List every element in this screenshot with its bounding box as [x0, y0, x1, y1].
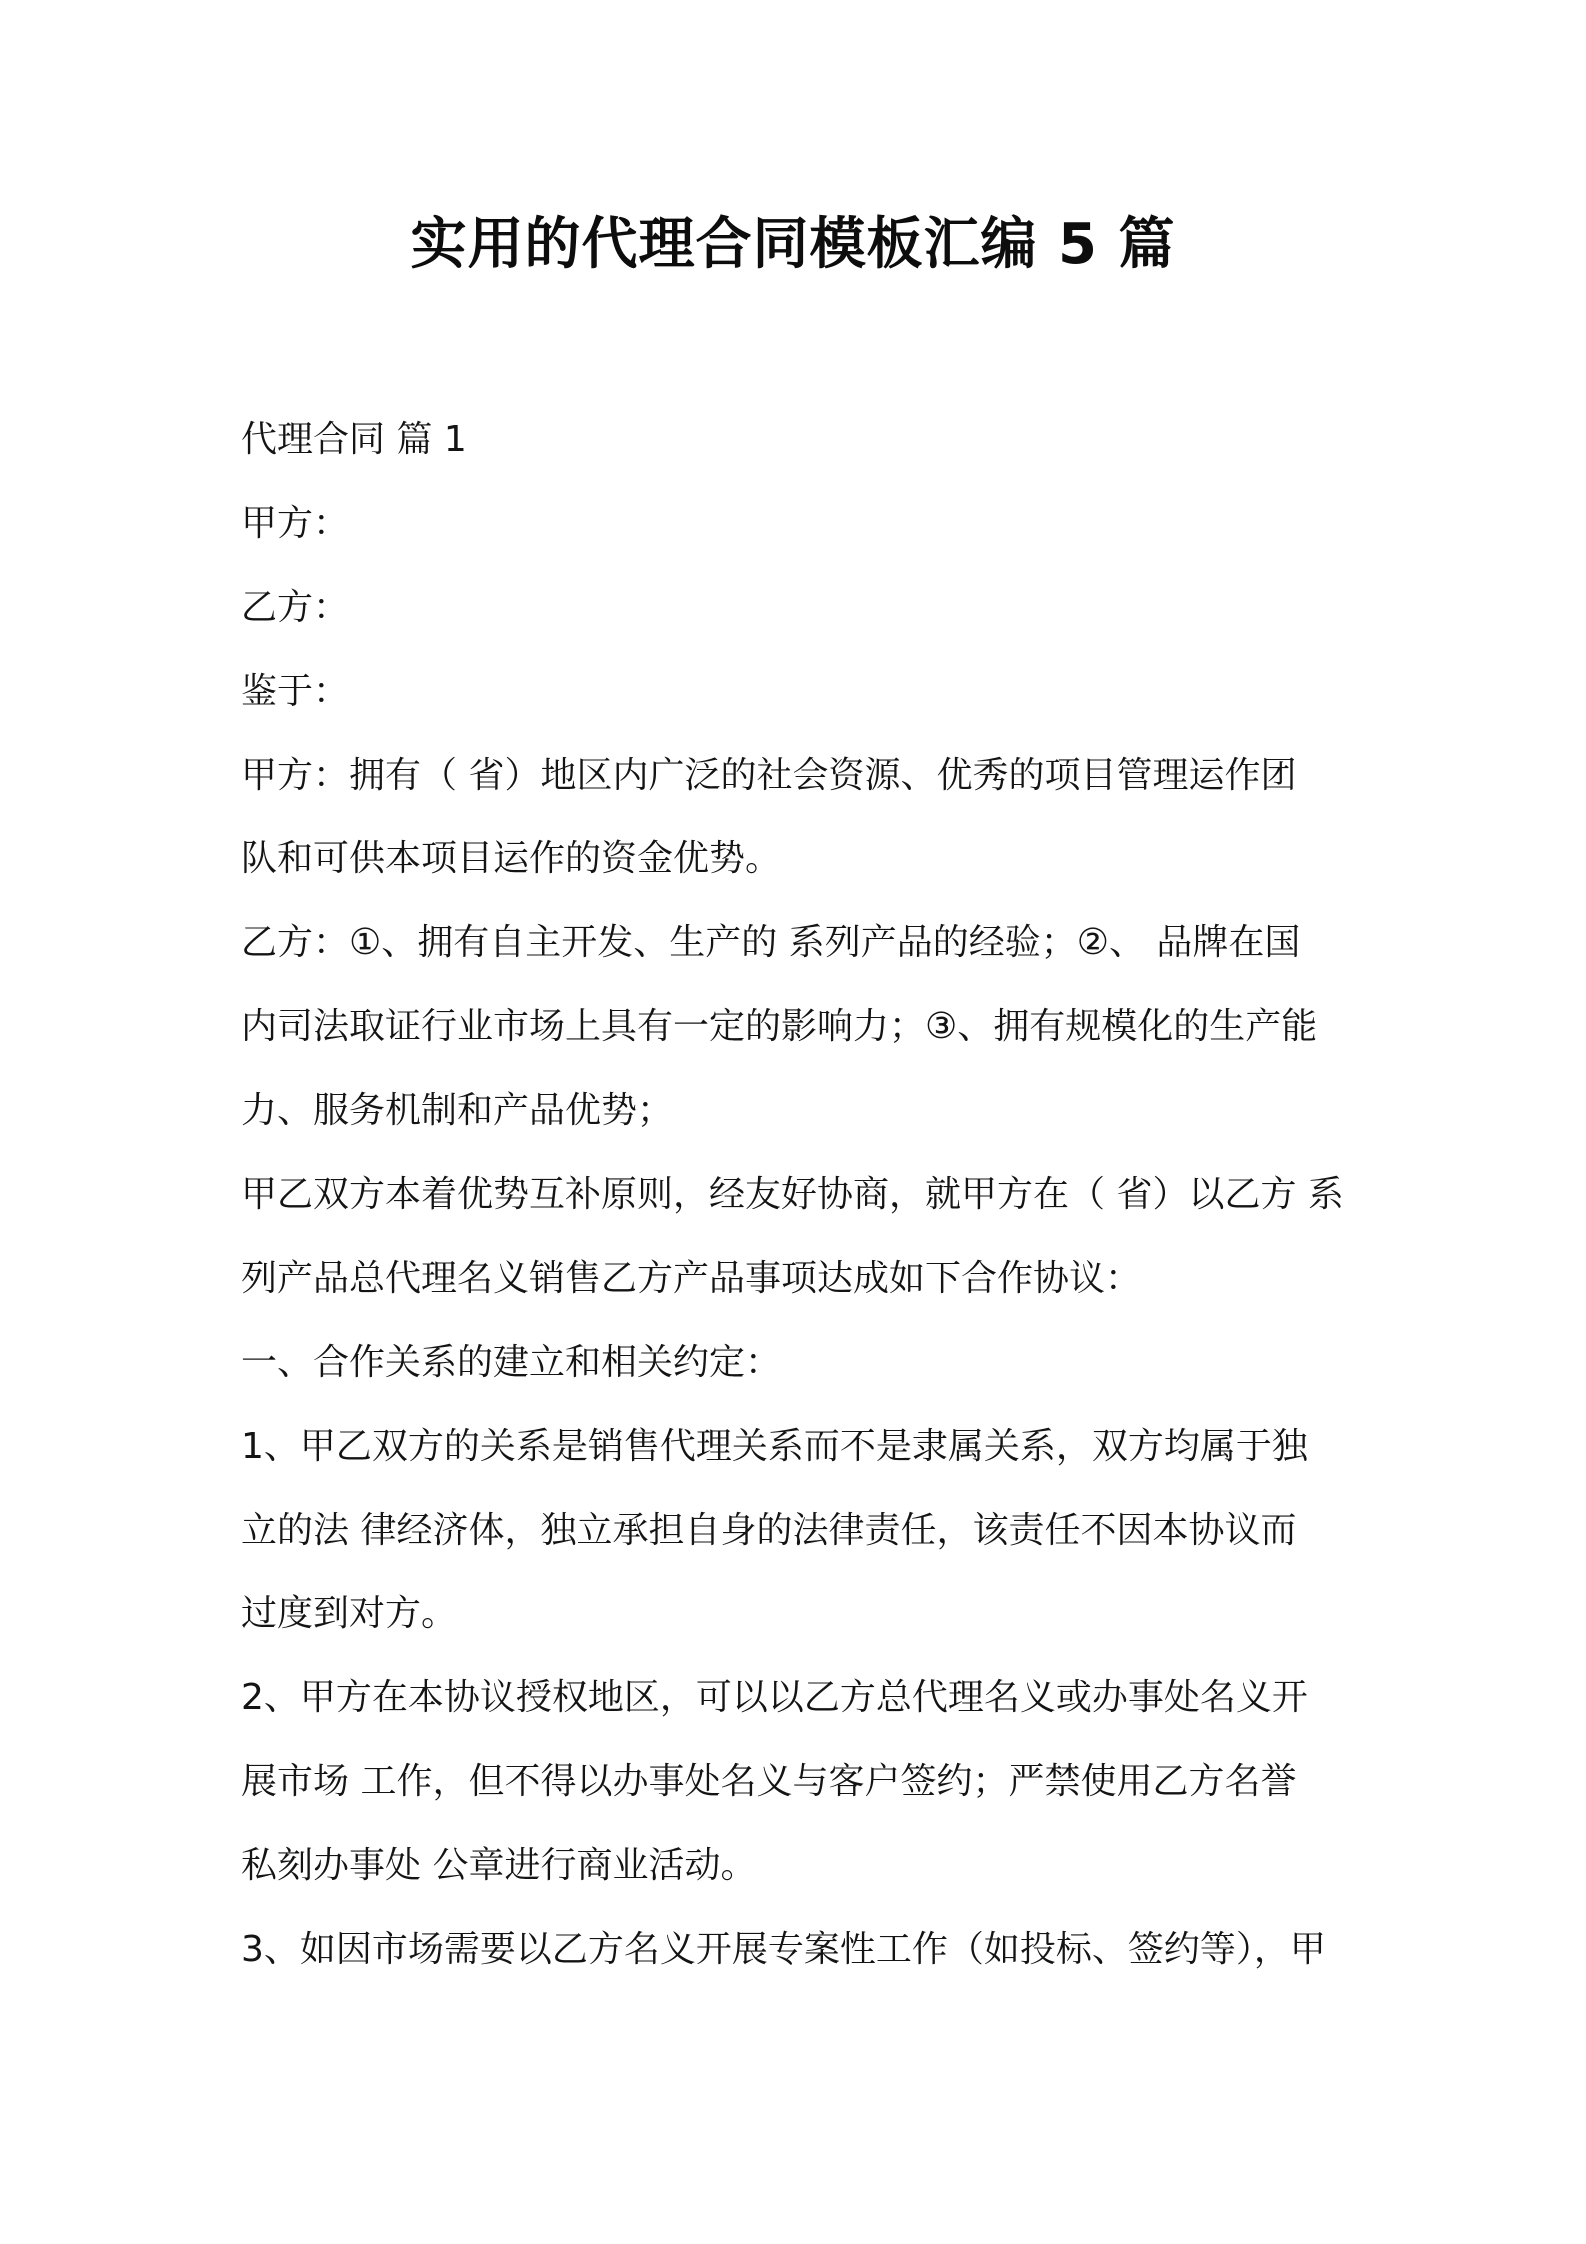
paragraph-line: 2、甲方在本协议授权地区，可以以乙方总代理名义或办事处名义开: [241, 1677, 1308, 1718]
paragraph-line: 队和可供本项目运作的资金优势。: [241, 838, 782, 879]
document-title: 实用的代理合同模板汇编 5 篇: [410, 212, 1176, 277]
paragraph-line: 立的法 律经济体，独立承担自身的法律责任，该责任不因本协议而: [241, 1510, 1297, 1551]
whereas-label: 鉴于：: [241, 671, 350, 712]
clause-heading: 一、合作关系的建立和相关约定：: [241, 1342, 782, 1383]
paragraph-line: 列产品总代理名义销售乙方产品事项达成如下合作协议：: [241, 1258, 1142, 1299]
party-a-label: 甲方：: [241, 503, 350, 544]
paragraph-line: 甲方：拥有（ 省）地区内广泛的社会资源、优秀的项目管理运作团: [241, 755, 1297, 796]
paragraph-line: 力、服务机制和产品优势；: [241, 1090, 674, 1131]
paragraph-line: 展市场 工作，但不得以办事处名义与客户签约；严禁使用乙方名誉: [241, 1761, 1297, 1802]
paragraph-line: 1、甲乙双方的关系是销售代理关系而不是隶属关系，双方均属于独: [241, 1426, 1308, 1467]
party-b-label: 乙方：: [241, 587, 350, 628]
paragraph-line: 乙方：①、拥有自主开发、生产的 系列产品的经验；②、 品牌在国: [241, 922, 1301, 963]
paragraph-line: 过度到对方。: [241, 1593, 458, 1634]
section-heading: 代理合同 篇 1: [241, 419, 467, 460]
paragraph-line: 私刻办事处 公章进行商业活动。: [241, 1845, 757, 1886]
paragraph-line: 3、如因市场需要以乙方名义开展专案性工作（如投标、签约等），甲: [241, 1929, 1326, 1970]
paragraph-line: 内司法取证行业市场上具有一定的影响力；③、拥有规模化的生产能: [241, 1006, 1318, 1047]
paragraph-line: 甲乙双方本着优势互补原则，经友好协商，就甲方在（ 省）以乙方 系: [241, 1174, 1344, 1215]
